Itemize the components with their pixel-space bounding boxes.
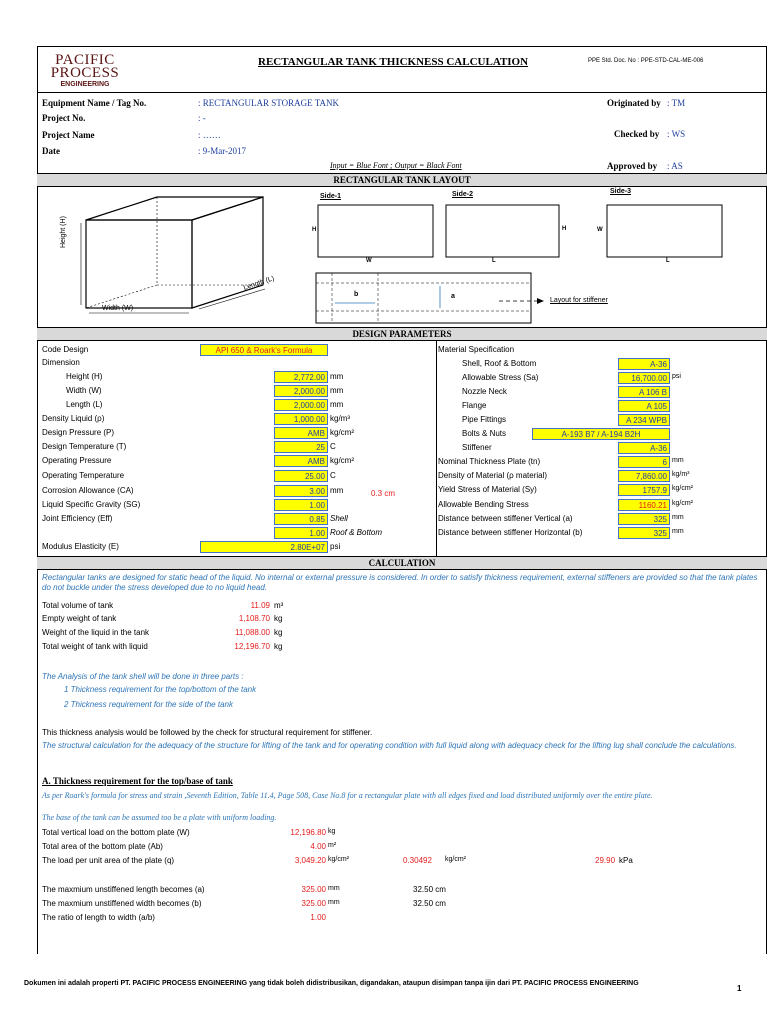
analysis-text: The Analysis of the tank shell will be done in three parts : [42, 672, 244, 681]
material-param-value: 325 [618, 527, 670, 539]
company-logo: PACIFIC PROCESS ENGINEERING [50, 52, 120, 88]
material-param-value: 1757.9 [618, 484, 670, 496]
design-param-value: 3.00 [274, 485, 328, 497]
document-title: RECTANGULAR TANK THICKNESS CALCULATION [258, 56, 529, 68]
design-param-value: AMB [274, 455, 328, 467]
material-param-label: Allowable Bending Stress [438, 500, 529, 509]
q2-unit: kg/cm² [445, 856, 466, 863]
dimension-row-label: The maxmium unstiffened width becomes (b) [42, 899, 202, 908]
dimension-row-value: 325.00 [301, 899, 326, 908]
design-param-label: Operating Pressure [42, 456, 112, 465]
design-param-value: 1,000.00 [274, 413, 328, 425]
design-param-label: Dimension [42, 358, 80, 367]
design-param-value: API 650 & Roark's Formula [200, 344, 328, 356]
design-param-unit: kg/cm² [330, 428, 354, 437]
design-param-unit: kg/m³ [330, 414, 350, 423]
box-side-face [192, 197, 263, 308]
design-param-unit: mm [330, 486, 344, 495]
design-param-unit: Shell [330, 514, 348, 523]
calc-row-unit: kg [274, 628, 283, 637]
design-param-unit: C [330, 471, 336, 480]
dimension-row-label: The maxmium unstiffened length becomes (a) [42, 885, 205, 894]
material-param-unit: mm [672, 457, 684, 464]
material-param-label: Flange [462, 401, 487, 410]
calc-row-label: Total weight of tank with liquid [42, 642, 148, 651]
layout-band: RECTANGULAR TANK LAYOUT [37, 173, 767, 187]
calc-row-label: Total volume of tank [42, 601, 114, 610]
design-param-label: Width (W) [66, 386, 102, 395]
design-param-unit: C [330, 442, 336, 451]
material-param-value: 325 [618, 513, 670, 525]
material-param-unit: psi [672, 373, 681, 380]
design-param-label: Length (L) [66, 400, 103, 409]
q2-value: 0.30492 [403, 856, 432, 865]
material-param-label: Bolts & Nuts [462, 429, 507, 438]
design-param-value: 2.80E+07 [200, 541, 328, 553]
project-no-label: Project No. [42, 113, 86, 123]
project-name-value: : …… [198, 130, 221, 140]
calc-intro: Rectangular tanks are designed for static head of the liquid. No internal or external pressure is considered. In order to satisfy thickness requirement, external stiffeners are provided so that the tank plates do not buckle under the stress developed due to no liquid head. [42, 573, 758, 592]
length-label: Length (L) [242, 275, 276, 292]
width-label: Width (W) [102, 305, 134, 312]
dimension-row-unit: mm [328, 885, 340, 892]
design-param-label: Code Design [42, 345, 89, 354]
dimension-row-unit: mm [328, 899, 340, 906]
material-param-unit: kg/m³ [672, 471, 690, 478]
page-number: 1 [737, 984, 742, 993]
material-param-value: 16,700.00 [618, 372, 670, 384]
material-param-value: 7,860.00 [618, 470, 670, 482]
material-param-label: Nominal Thickness Plate (tn) [438, 457, 541, 466]
calc-row-value: 12,196.70 [234, 642, 270, 651]
material-param-label: Density of Material (ρ material) [438, 471, 548, 480]
material-param-unit: mm [672, 514, 684, 521]
calc-row-value: 1,108.70 [238, 614, 270, 623]
calc-row-unit: kg [274, 642, 283, 651]
load-row-label: The load per unit area of the plate (q) [42, 856, 175, 865]
load-row-unit: kg/cm² [328, 856, 349, 863]
section-a-title: A. Thickness requirement for the top/base of tank [42, 776, 233, 786]
side3-w: W [597, 227, 603, 233]
design-param-unit: kg/cm² [330, 456, 354, 465]
design-param-label: Density Liquid (ρ) [42, 414, 105, 423]
design-param-value: AMB [274, 427, 328, 439]
design-param-value: 0.85 [274, 513, 328, 525]
side2-h: H [562, 226, 567, 232]
design-param-label: Operating Temperature [42, 471, 125, 480]
material-param-label: Material Specification [438, 345, 515, 354]
dimension-row-cm: 32.50 cm [413, 885, 446, 894]
calc-row-label: Weight of the liquid in the tank [42, 628, 150, 637]
material-param-value: 1160.21 [618, 499, 670, 511]
design-param-unit: mm [330, 372, 344, 381]
calc-row-unit: m³ [274, 601, 284, 610]
stiffener-layout-label: Layout for stiffener [550, 297, 608, 304]
material-param-value: A-193 B7 / A-194 B2H [532, 428, 670, 440]
design-param-value: 2,772.00 [274, 371, 328, 383]
calc-row-unit: kg [274, 614, 283, 623]
material-param-label: Distance between stiffener Vertical (a) [438, 514, 573, 523]
material-param-label: Allowable Stress (Sa) [462, 373, 539, 382]
side1-h: H [312, 227, 317, 233]
material-param-unit: kg/cm² [672, 485, 693, 492]
equipment-label: Equipment Name / Tag No. [42, 98, 147, 108]
side3-rect [607, 205, 722, 257]
design-param-value: 2,000.00 [274, 399, 328, 411]
material-param-unit: kg/cm² [672, 500, 693, 507]
load-row-label: Total area of the bottom plate (Ab) [42, 842, 163, 851]
design-param-value: 25.00 [274, 470, 328, 482]
side1-rect [318, 205, 433, 257]
side2-l: L [492, 258, 496, 264]
structural-text: The structural calculation for the adequacy of the structure for lifting of the tank and for operating condition with full liquid along with adequacy check for the lifting lug shall conclude the calculations. [42, 741, 737, 750]
material-param-value: A-36 [618, 442, 670, 454]
design-param-unit: mm [330, 386, 344, 395]
footer-disclaimer: Dokumen ini adalah properti PT. PACIFIC PROCESS ENGINEERING yang tidak boleh didistribusikan, digandakan, ataupun disimpan tanpa ijin dari PT. PACIFIC PROCESS ENGINEERING [24, 980, 639, 987]
material-param-label: Yield Stress of Material (Sy) [438, 485, 537, 494]
originated-label: Originated by [607, 98, 661, 108]
material-param-label: Shell, Roof & Bottom [462, 359, 537, 368]
design-band: DESIGN PARAMETERS [37, 327, 767, 341]
side3-l: L [666, 258, 670, 264]
roark-text: As per Roark's formula for stress and strain ,Seventh Edition, Table 11.4, Page 508, Case No.8 for a rectangular plate with all edges fixed and load distributed uniformly over the entire plate. [42, 791, 653, 800]
q3-unit: kPa [619, 856, 633, 865]
design-param-label: Design Pressure (P) [42, 428, 115, 437]
design-param-value: 1.00 [274, 499, 328, 511]
side2-label: Side-2 [452, 191, 474, 198]
material-param-value: A-36 [618, 358, 670, 370]
design-param-unit: psi [330, 542, 341, 551]
checked-label: Checked by [614, 129, 660, 139]
stiffener-a: a [451, 293, 455, 300]
ca-cm-value: 0.3 cm [371, 489, 396, 498]
material-param-value: A 106 B [618, 386, 670, 398]
calc-row-value: 11.09 [250, 601, 270, 610]
side3-label: Side-3 [610, 188, 632, 195]
approved-value: : AS [667, 161, 683, 171]
design-param-label: Design Temperature (T) [42, 442, 127, 451]
material-param-label: Nozzle Neck [462, 387, 507, 396]
approved-label: Approved by [607, 161, 658, 171]
load-row-label: Total vertical load on the bottom plate (W) [42, 828, 190, 837]
side1-label: Side-1 [320, 193, 342, 200]
calc-band: CALCULATION [37, 556, 767, 570]
material-param-value: A 234 WPB [618, 414, 670, 426]
project-no-value: : - [198, 113, 206, 123]
design-param-value: 25 [274, 441, 328, 453]
analysis-part1: 1 Thickness requirement for the top/bottom of the tank [64, 685, 257, 694]
side2-rect [446, 205, 559, 257]
design-param-label: Liquid Specific Gravity (SG) [42, 500, 141, 509]
dimension-row-value: 1.00 [310, 913, 326, 922]
material-param-unit: mm [672, 528, 684, 535]
box-front-face [86, 220, 192, 308]
stiffener-layout-rect [316, 273, 531, 323]
design-param-label: Height (H) [66, 372, 103, 381]
side1-w: W [366, 258, 372, 264]
followed-text: This thickness analysis would be followed by the check for structural requirement for stiffener. [42, 728, 373, 737]
analysis-part2: 2 Thickness requirement for the side of the tank [64, 700, 233, 709]
material-param-label: Pipe Fittings [462, 415, 507, 424]
doc-number: PPE Std. Doc. No : PPE-STD-CAL-ME-006 [588, 58, 704, 64]
material-param-value: A 105 [618, 400, 670, 412]
load-row-unit: kg [328, 828, 336, 835]
dimension-row-label: The ratio of length to width (a/b) [42, 913, 155, 922]
stiffener-b: b [354, 291, 359, 298]
originated-value: : TM [667, 98, 686, 108]
design-param-label: Joint Efficiency (Eff) [42, 514, 113, 523]
dimension-row-cm: 32.50 cm [413, 899, 446, 908]
design-param-label: Corrosion Allowance (CA) [42, 486, 134, 495]
load-row-value: 4.00 [310, 842, 326, 851]
box-top-face [86, 197, 263, 220]
design-param-value: 1.00 [274, 527, 328, 539]
load-row-value: 3,049.20 [294, 856, 326, 865]
load-row-unit: m² [328, 842, 337, 849]
material-param-label: Stiffener [462, 443, 492, 452]
design-param-unit: mm [330, 400, 344, 409]
material-param-label: Distance between stiffener Horizontal (b) [438, 528, 583, 537]
design-param-unit: Roof & Bottom [330, 528, 383, 537]
material-param-value: 6 [618, 456, 670, 468]
checked-value: : WS [667, 129, 686, 139]
calc-row-label: Empty weight of tank [42, 614, 117, 623]
height-label: Height (H) [60, 216, 67, 248]
base-note: The base of the tank can be assumed too be a plate with uniform loading. [42, 813, 277, 822]
calc-row-value: 11,088.00 [235, 628, 270, 637]
design-divider [436, 341, 437, 556]
design-param-value: 2,000.00 [274, 385, 328, 397]
date-label: Date [42, 146, 60, 156]
load-row-value: 12,196.80 [290, 828, 326, 837]
equipment-value: : RECTANGULAR STORAGE TANK [198, 98, 339, 108]
input-output-note: Input = Blue Font ; Output = Black Font [330, 161, 462, 170]
header-divider [37, 92, 767, 93]
dimension-row-value: 325.00 [301, 885, 326, 894]
tank-layout-diagram [37, 187, 767, 327]
date-value: : 9-Mar-2017 [198, 146, 247, 156]
project-name-label: Project Name [42, 130, 95, 140]
design-param-label: Modulus Elasticity (E) [42, 542, 119, 551]
q3-value: 29.90 [595, 856, 616, 865]
